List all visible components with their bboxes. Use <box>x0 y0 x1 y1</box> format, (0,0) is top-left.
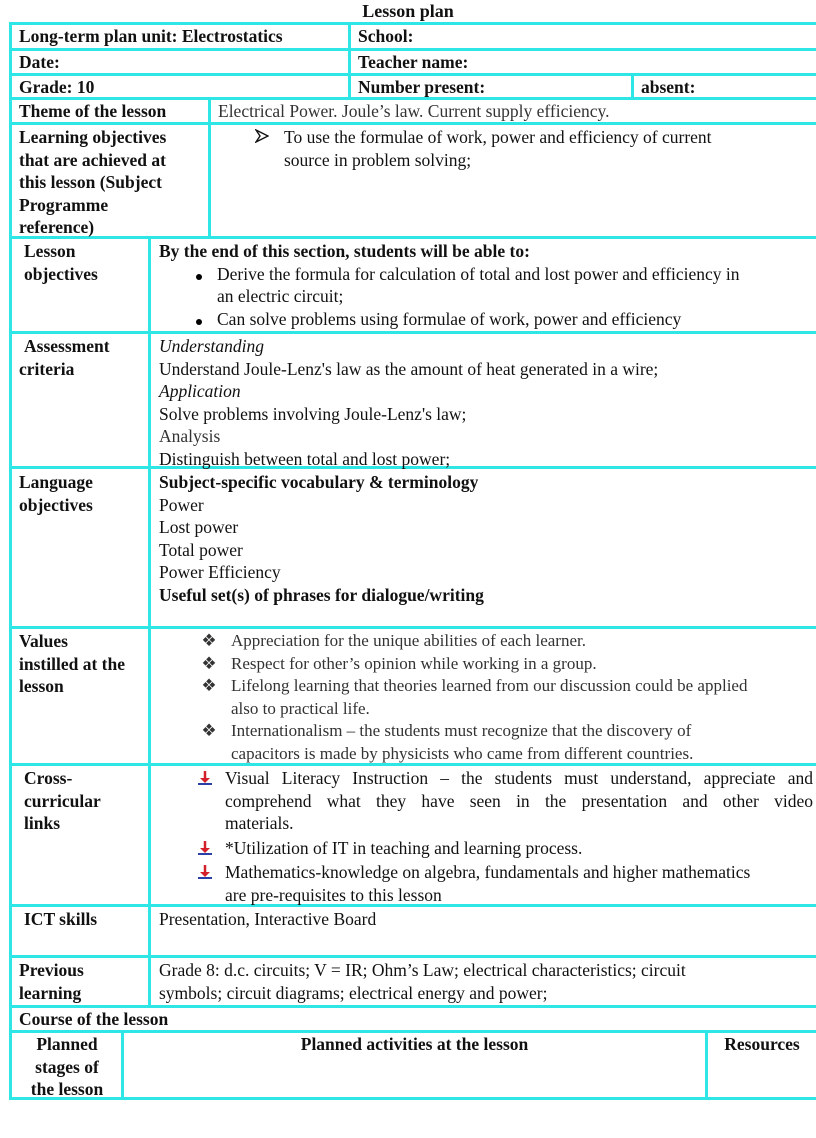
assessment-label: Assessment criteria <box>19 336 110 379</box>
language-label: Language objectives <box>19 472 93 515</box>
cross-curricular-label: Cross- curricular links <box>24 768 101 833</box>
learning-objectives-label: Learning objectives that are achieved at this lesson (Subject Programme reference) <box>19 127 167 237</box>
unit-label: Long-term plan unit: Electrostatics <box>19 26 283 46</box>
ict-label: ICT skills <box>24 909 98 929</box>
list-item: ❖ Lifelong learning that theories learned from our discussion could be applied also to practical life. <box>159 675 813 720</box>
resources-header: Resources <box>724 1034 800 1054</box>
present-label: Number present: <box>358 77 486 97</box>
bullet-dot-icon <box>189 308 209 331</box>
list-item: Derive the formula for calculation of total and lost power and efficiency in an electric circuit; <box>159 263 811 308</box>
down-arrow-bullet-icon <box>195 767 215 790</box>
list-item: ❖ Appreciation for the unique abilities of each learner. <box>159 630 813 653</box>
bullet-dot-icon <box>189 263 209 286</box>
date-label: Date: <box>19 52 60 72</box>
document-title: Lesson plan <box>362 1 454 21</box>
lesson-objectives-content <box>151 238 811 330</box>
learning-objectives-item: To use the formulae of work, power and efficiency of current source in problem solving; <box>210 124 810 171</box>
lesson-objectives-label: Lesson objectives <box>24 241 98 284</box>
down-arrow-bullet-icon <box>195 861 215 884</box>
list-item: ❖ Respect for other’s opinion while working in a group. <box>159 653 813 676</box>
theme-label: Theme of the lesson <box>19 101 167 121</box>
list-item: Mathematics-knowledge on algebra, fundamentals and higher mathematics are pre-requisites to this lesson <box>159 861 813 906</box>
previous-learning-value: Grade 8: d.c. circuits; V = IR; Ohm’s Law; electrical characteristics; circuit symbols; circuit diagrams; electrical energy and power; <box>159 960 686 1003</box>
lesson-objectives-intro: By the end of this section, students will be able to: <box>159 241 530 261</box>
diamond-bullet-icon: ❖ <box>201 631 217 650</box>
assessment-content: Understanding Understand Joule-Lenz's law as the amount of heat generated in a wire; Application Solve problems involving Joule-Lenz's law; Analysis Distinguish between total and lost power; <box>159 336 659 469</box>
theme-value: Electrical Power. Joule’s law. Current supply efficiency. <box>218 101 610 121</box>
values-content <box>151 628 813 765</box>
course-label: Course of the lesson <box>19 1009 169 1029</box>
list-item: *Utilization of IT in teaching and learning process. <box>159 837 813 860</box>
diamond-bullet-icon: ❖ <box>201 653 217 673</box>
planned-stages-header: Planned stages of the lesson <box>30 1034 104 1099</box>
down-arrow-bullet-icon <box>195 837 215 860</box>
ict-value: Presentation, Interactive Board <box>159 909 377 929</box>
list-item: Visual Literacy Instruction – the students must understand, appreciate and comprehend what they have seen in the presentation and other video materials. <box>159 767 813 835</box>
diamond-bullet-icon: ❖ <box>201 721 217 740</box>
planned-activities-header: Planned activities at the lesson <box>300 1034 529 1054</box>
arrowhead-bullet-icon <box>252 126 272 149</box>
school-label: School: <box>358 26 414 46</box>
grade-label: Grade: 10 <box>19 77 95 97</box>
values-label: Values instilled at the lesson <box>19 631 125 696</box>
diamond-bullet-icon: ❖ <box>201 676 217 695</box>
cross-curricular-content <box>151 765 813 906</box>
teacher-label: Teacher name: <box>358 52 469 72</box>
list-item: Can solve problems using formulae of work, power and efficiency <box>159 308 811 331</box>
absent-label: absent: <box>641 77 696 97</box>
list-item: ❖ Internationalism – the students must recognize that the discovery of capacitors is made by physicists who came from different countries. <box>159 720 813 765</box>
language-content: Subject-specific vocabulary & terminology Power Lost power Total power Power Efficiency Useful set(s) of phrases for dialogue/writing <box>159 472 484 605</box>
previous-learning-label: Previous learning <box>19 960 84 1003</box>
